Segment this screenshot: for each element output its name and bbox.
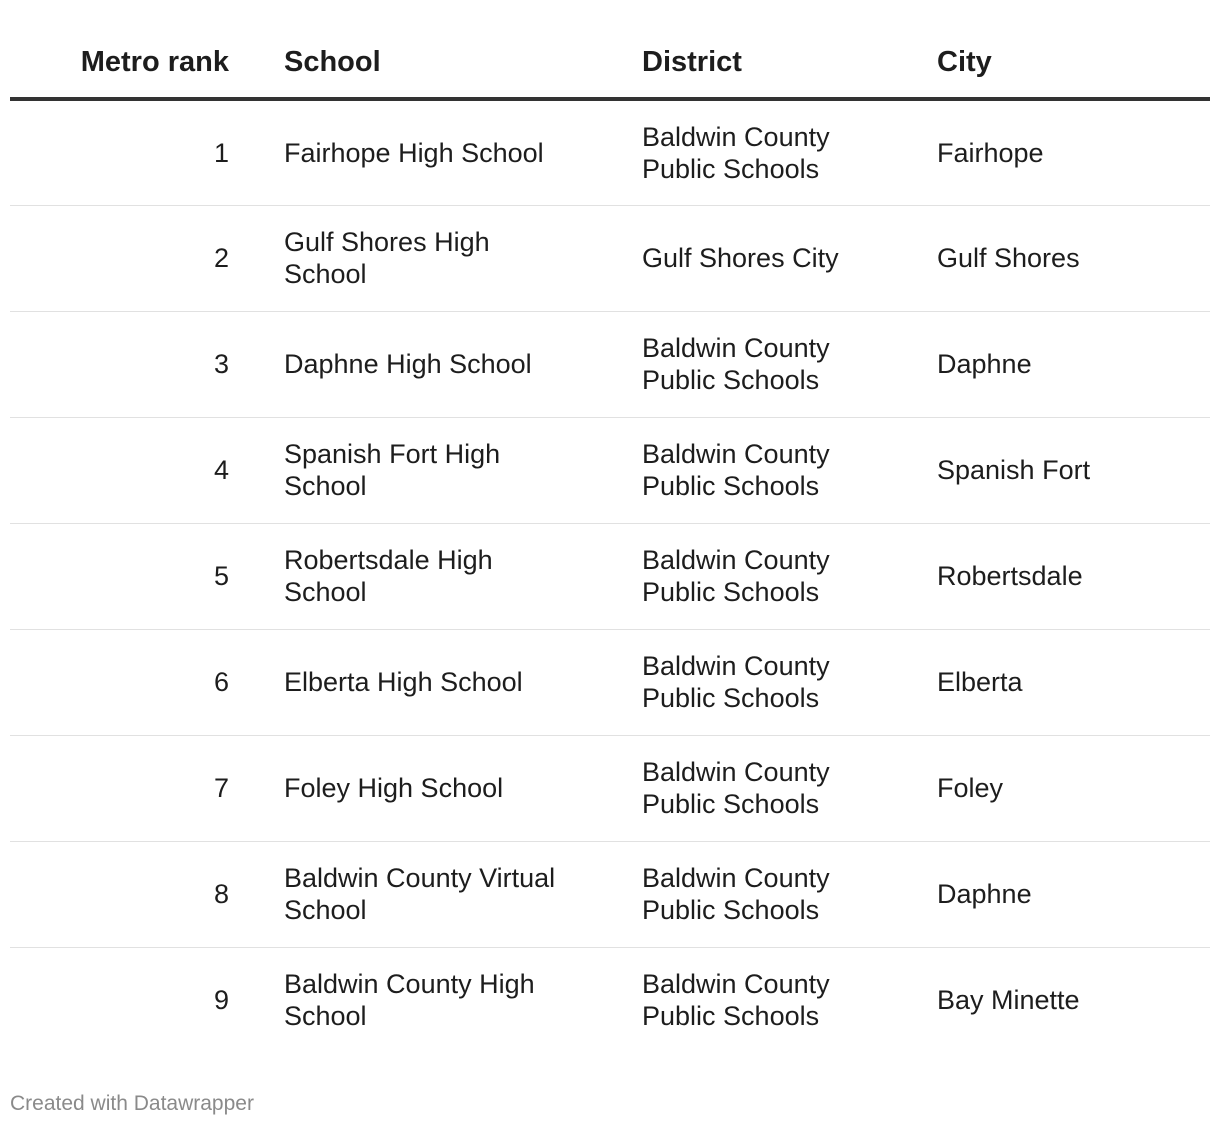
cell-city: Fairhope xyxy=(899,99,1210,205)
cell-school: Spanish Fort High School xyxy=(246,417,604,523)
cell-city: Daphne xyxy=(899,311,1210,417)
table-row xyxy=(10,523,1210,629)
header-row xyxy=(10,0,1210,99)
cell-city: Foley xyxy=(899,735,1210,841)
column-header-district[interactable]: District xyxy=(604,0,899,99)
column-header-metro-rank[interactable]: Metro rank xyxy=(10,0,246,99)
table-row xyxy=(10,417,1210,523)
cell-school: Gulf Shores High School xyxy=(246,205,604,311)
cell-metro-rank: 8 xyxy=(10,841,246,947)
cell-city: Daphne xyxy=(899,841,1210,947)
cell-district: Baldwin County Public Schools xyxy=(642,969,830,1032)
cell-metro-rank: 5 xyxy=(10,523,246,629)
cell-metro-rank: 9 xyxy=(213,985,229,1016)
cell-city: Robertsdale xyxy=(899,523,1210,629)
cell-school: Robertsdale High School xyxy=(246,523,604,629)
cell-metro-rank: 6 xyxy=(10,629,246,735)
cell-metro-rank: 3 xyxy=(10,311,246,417)
cell-metro-rank: 7 xyxy=(10,735,246,841)
datawrapper-table-chart xyxy=(10,0,1210,1115)
table-body xyxy=(10,99,1210,1053)
table-row xyxy=(10,841,1210,947)
cell-district: Baldwin County Public Schools xyxy=(604,629,899,735)
cell-district: Baldwin County Public Schools xyxy=(604,311,899,417)
cell-metro-rank: 1 xyxy=(10,99,246,205)
cell-district: Gulf Shores City xyxy=(604,205,899,311)
cell-metro-rank: 4 xyxy=(10,417,246,523)
column-header-school[interactable]: School xyxy=(246,0,604,99)
cell-school: Elberta High School xyxy=(246,629,604,735)
table-row xyxy=(10,205,1210,311)
cell-metro-rank: 2 xyxy=(10,205,246,311)
cell-district: Baldwin County Public Schools xyxy=(604,99,899,205)
cell-school: Baldwin County High School xyxy=(284,969,535,1032)
table-row xyxy=(10,99,1210,205)
table-row xyxy=(10,311,1210,417)
column-header-city[interactable]: City xyxy=(899,0,1210,99)
table-row xyxy=(10,735,1210,841)
cell-school: Fairhope High School xyxy=(246,99,604,205)
cell-city: Gulf Shores xyxy=(899,205,1210,311)
table-row xyxy=(10,629,1210,735)
cell-district: Baldwin County Public Schools xyxy=(604,417,899,523)
cell-city: Bay Minette xyxy=(937,985,1080,1016)
cell-school: Foley High School xyxy=(246,735,604,841)
datawrapper-credit[interactable]: Created with Datawrapper xyxy=(10,1092,254,1115)
cell-city: Elberta xyxy=(899,629,1210,735)
cell-school: Baldwin County Virtual School xyxy=(246,841,604,947)
cell-district: Baldwin County Public Schools xyxy=(604,523,899,629)
cell-school: Daphne High School xyxy=(246,311,604,417)
cell-city: Spanish Fort xyxy=(899,417,1210,523)
cell-district: Baldwin County Public Schools xyxy=(604,841,899,947)
cell-district: Baldwin County Public Schools xyxy=(604,735,899,841)
table-row xyxy=(10,947,1210,1053)
schools-table xyxy=(10,0,1210,1053)
